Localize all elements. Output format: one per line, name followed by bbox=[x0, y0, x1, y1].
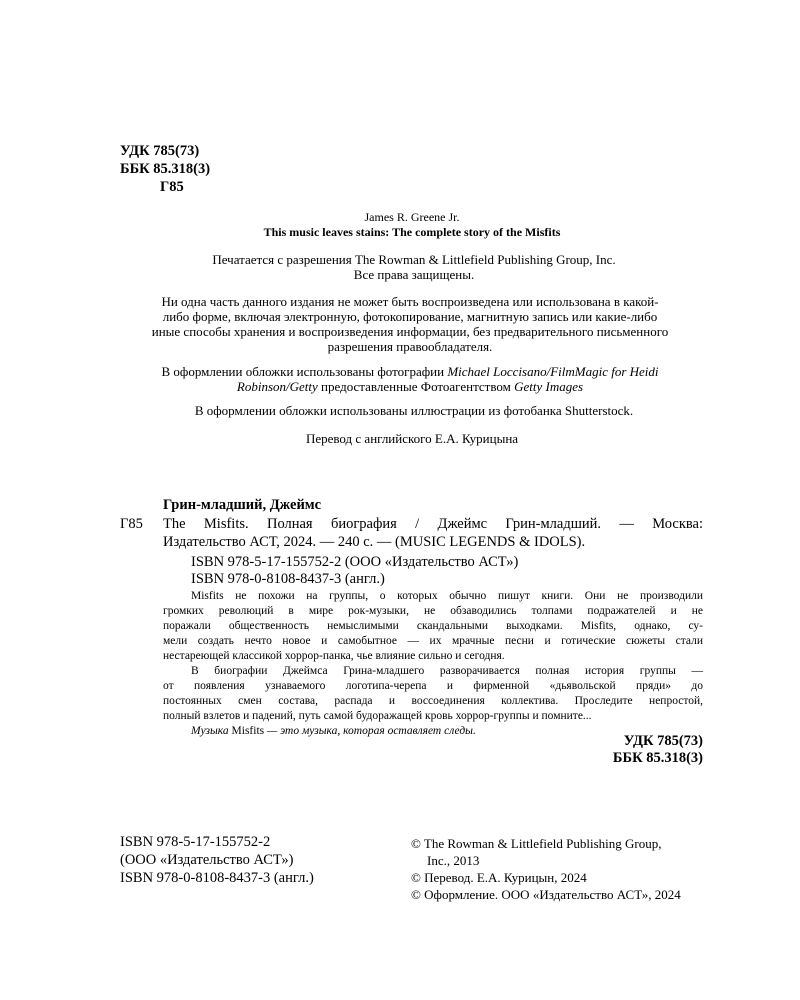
catalog-description-cont: Издательство АСТ, 2024. — 240 с. — (MUSIC LEGENDS & IDOLS). bbox=[163, 534, 586, 550]
rights-line: Inc., 2013 bbox=[427, 853, 480, 868]
catalog-author-heading: Грин-младший, Джеймс bbox=[163, 497, 322, 513]
bbk-code: ББК 85.318(3) bbox=[120, 161, 211, 177]
illustration-credit: В оформлении обложки использованы иллюстрации из фотобанка Shutterstock. bbox=[194, 403, 634, 418]
closing-italic: Музыка bbox=[191, 725, 229, 737]
rights-line: © Перевод. Е.А. Курицын, 2024 bbox=[411, 870, 587, 885]
permission-line: Печатается с разрешения The Rowman & Littlefield Publishing Group, Inc. bbox=[212, 252, 616, 267]
footer-isbn-line: ISBN 978-5-17-155752-2 bbox=[120, 834, 271, 850]
annotation-line: нестареющей классикой хоррор-панка, чье влияние сильно и сегодня. bbox=[163, 650, 505, 662]
notice-line: Ни одна часть данного издания не может быть воспроизведена или использована в какой- bbox=[161, 294, 659, 309]
original-author: James R. Greene Jr. bbox=[364, 210, 460, 224]
notice-line: разрешения правообладателя. bbox=[327, 339, 493, 354]
author-mark: Г85 bbox=[160, 179, 184, 195]
original-title: This music leaves stains: The complete story of the Misfits bbox=[263, 225, 561, 239]
footer-isbn-line: (ООО «Издательство АСТ») bbox=[120, 852, 294, 868]
rights-line: © Оформление. ООО «Издательство АСТ», 2024 bbox=[411, 887, 681, 902]
catalog-udk: УДК 785(73) bbox=[623, 733, 703, 749]
catalog-isbn: ISBN 978-5-17-155752-2 (ООО «Издательство АСТ») bbox=[191, 554, 519, 570]
photographer-name-cont: Robinson/Getty bbox=[236, 379, 318, 394]
photo-credit-middle: предоставленные Фотоагентством bbox=[317, 379, 515, 394]
notice-line: иные способы хранения и воспроизведения информации, без предварительного письменного bbox=[151, 324, 669, 339]
annotation-line: мели создать нечто новое и самобытное — их мрачные песни и готические сюжеты стали bbox=[163, 635, 703, 647]
annotation-closing bbox=[163, 724, 703, 739]
catalog-isbn-english: ISBN 978-0-8108-8437-3 (англ.) bbox=[191, 571, 385, 587]
annotation-line: Misfits не похожи на группы, о которых обычно пишут книги. Они не производили bbox=[191, 590, 703, 602]
annotation-line: поражали общественность немыслимыми скандальными выходками. Misfits, однако, су- bbox=[163, 620, 703, 632]
catalog-mark: Г85 bbox=[120, 516, 143, 532]
annotation-line: от появления узнаваемого логотипа-черепа и фирменной «дьявольской пряди» до bbox=[163, 680, 703, 692]
catalog-description: The Misfits. Полная биография / Джеймс Грин-младший. — Москва: bbox=[163, 516, 703, 532]
notice-line: либо форме, включая электронную, фотокопирование, магнитную запись или какие-либо bbox=[162, 309, 658, 324]
closing-band-name: Misfits bbox=[228, 725, 267, 737]
translation-credit: Перевод с английского Е.А. Курицына bbox=[305, 431, 519, 446]
annotation-line: В биографии Джеймса Грина-младшего разворачивается полная история группы — bbox=[191, 665, 703, 677]
footer-isbn bbox=[120, 833, 314, 887]
rights-line: © The Rowman & Littlefield Publishing Group, bbox=[411, 836, 662, 851]
annotation-line: полный взлетов и падений, путь самой будоражащей кровь хоррор-группы и помните... bbox=[163, 710, 592, 722]
catalog-bbk: ББК 85.318(3) bbox=[612, 750, 703, 766]
photographer-name: Michael Loccisano/FilmMagic for Heidi bbox=[447, 364, 659, 379]
closing-italic-tail: — это музыка, которая оставляет следы. bbox=[267, 725, 476, 737]
photo-credit-prefix: В оформлении обложки использованы фотографии bbox=[161, 364, 448, 379]
rights-reserved: Все права защищены. bbox=[353, 267, 475, 282]
udk-code: УДК 785(73) bbox=[120, 143, 200, 159]
annotation-line: постоянных смен состава, распада и воссоединения коллектива. Проследите непростой, bbox=[163, 695, 703, 707]
copyright-notice bbox=[100, 294, 720, 354]
annotation-line: громких революций в мире рок-музыки, не обзаводились толпами подражателей и не bbox=[163, 605, 703, 617]
photo-credit bbox=[100, 364, 720, 394]
annotation bbox=[163, 589, 703, 739]
photo-agency: Getty Images bbox=[514, 379, 584, 394]
footer-isbn-line: ISBN 978-0-8108-8437-3 (англ.) bbox=[120, 870, 314, 886]
footer-rights bbox=[411, 835, 681, 903]
